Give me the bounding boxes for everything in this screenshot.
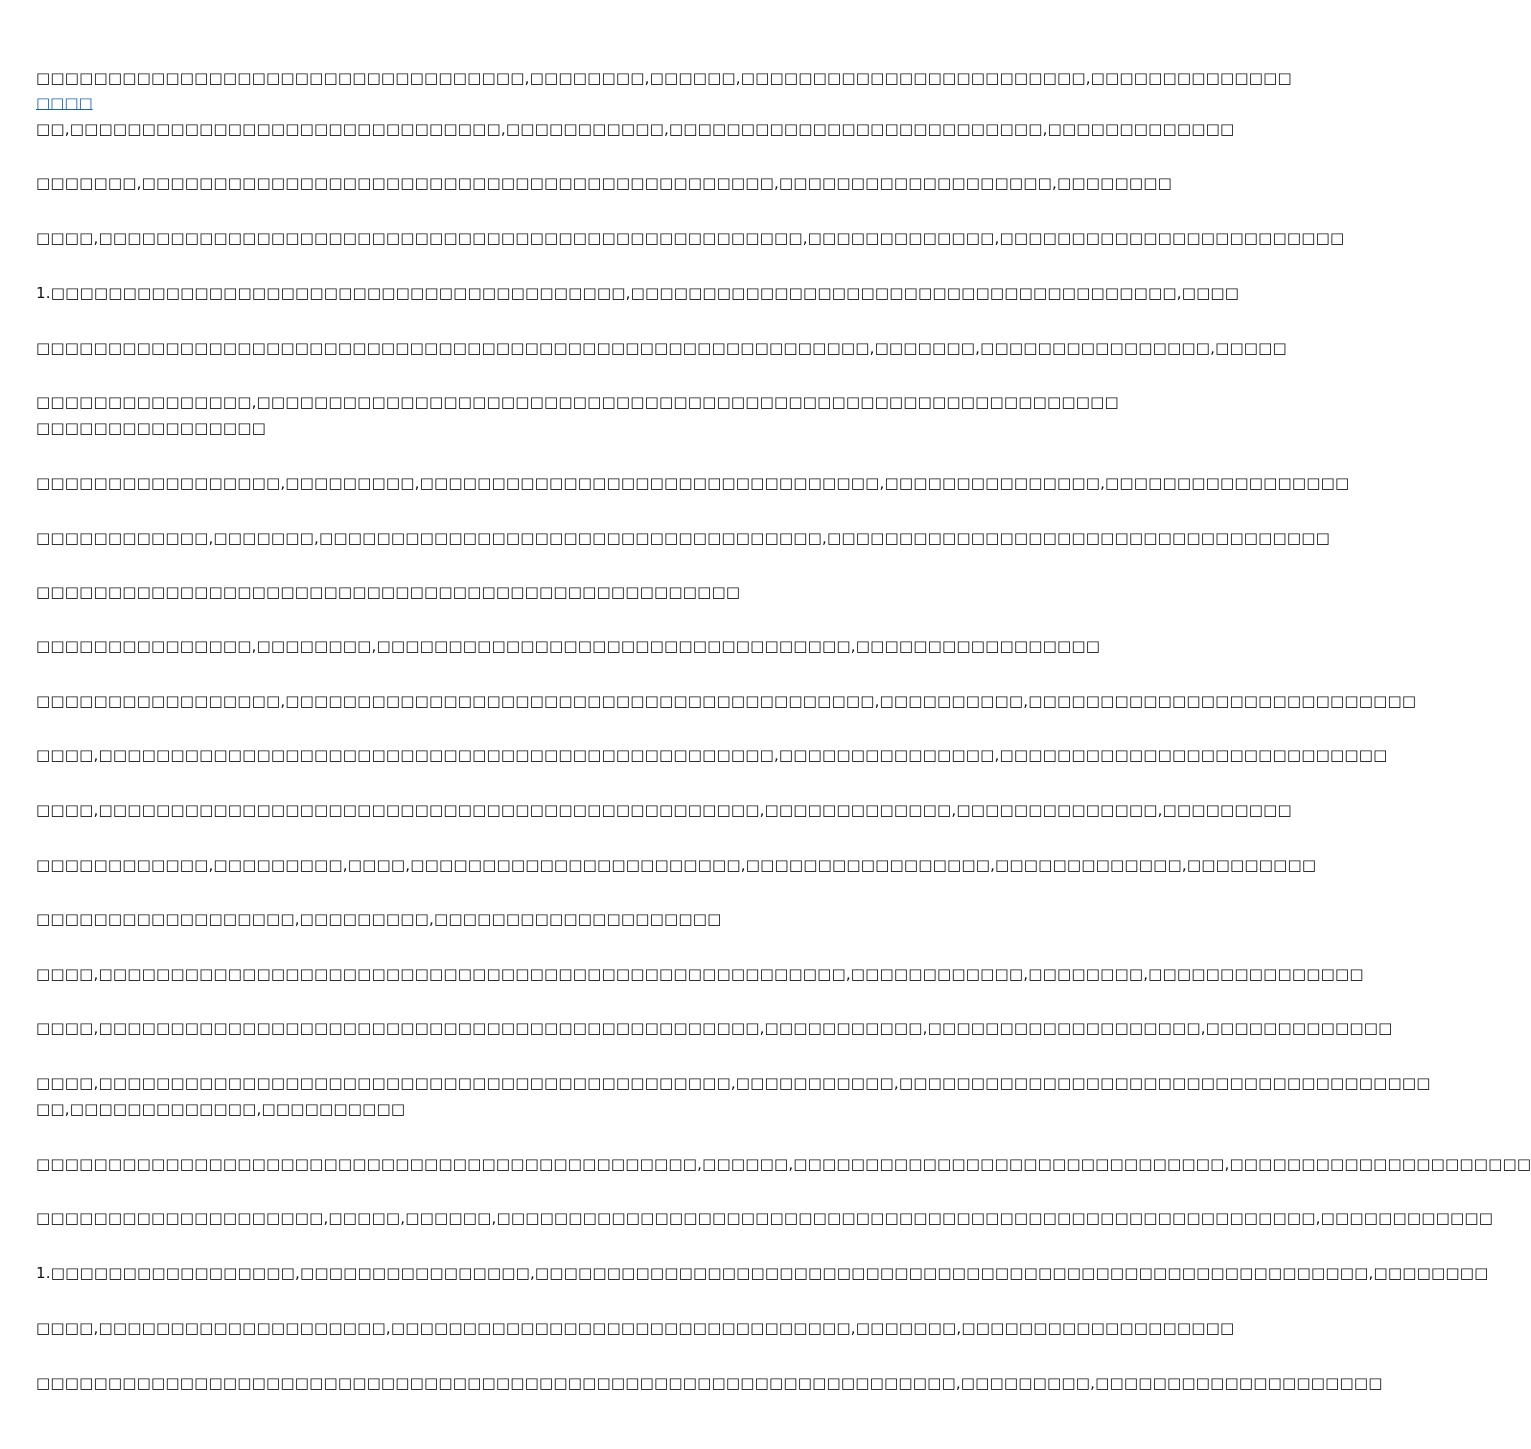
paragraph-4-line-1: □□□□,□□□□□□□□□□□□□□□□□□□□□□□□□□□□□□□□□□□□□□□□□□□□□□□□□,□□□□□□□□□□□□□,□□□□□□□□□□□□□□□□□□□□□□□□ — [36, 229, 1345, 247]
paragraph-7-line-1: □□□□□□□□□□□□□□□,□□□□□□□□□□□□□□□□□□□□□□□□□□□□□□□□□□□□□□□□□□□□□□□□□□□□□□□□□□□□ — [36, 393, 1119, 411]
paragraph-18-line-1: □□□□,□□□□□□□□□□□□□□□□□□□□□□□□□□□□□□□□□□□□□□□□□□□□□□,□□□□□□□□□□□,□□□□□□□□□□□□□□□□□□□,□□□□□□□□□□□□□ — [36, 1019, 1393, 1037]
paragraph-22-line-1: 1.□□□□□□□□□□□□□□□□□,□□□□□□□□□□□□□□□□,□□□□□□□□□□□□□□□□□□□□□□□□□□□□□□□□□□□□□□□□□□□□□□□□□□□□□□□□□□,□□□□□□□□ — [36, 1264, 1489, 1282]
paragraph-7-line-2: □□□□□□□□□□□□□□□□ — [36, 419, 266, 437]
paragraph-15-line-1: □□□□□□□□□□□□,□□□□□□□□□,□□□□,□□□□□□□□□□□□□□□□□□□□□□□,□□□□□□□□□□□□□□□□□,□□□□□□□□□□□□□,□□□□□□□□□ — [36, 856, 1317, 874]
paragraph-1-line-1: □□□□□□□□□□□□□□□□□□□□□□□□□□□□□□□□□□,□□□□□□□□,□□□□□□,□□□□□□□□□□□□□□□□□□□□□□□□,□□□□□□□□□□□□□□ — [36, 69, 1292, 87]
paragraph-13-line-1: □□□□,□□□□□□□□□□□□□□□□□□□□□□□□□□□□□□□□□□□□□□□□□□□□□□□,□□□□□□□□□□□□□□□,□□□□□□□□□□□□□□□□□□□□□□□□□□□ — [36, 746, 1388, 764]
paragraph-11-line-1: □□□□□□□□□□□□□□□,□□□□□□□□,□□□□□□□□□□□□□□□□□□□□□□□□□□□□□□□□□,□□□□□□□□□□□□□□□□□ — [36, 637, 1101, 655]
paragraph-24-line-1: □□□□□□□□□□□□□□□□□□□□□□□□□□□□□□□□□□□□□□□□□□□□□□□□□□□□□□□□□□□□□□□□,□□□□□□□□□,□□□□□□□□□□□□□□□□□□□□ — [36, 1374, 1383, 1392]
paragraph-14-line-1: □□□□,□□□□□□□□□□□□□□□□□□□□□□□□□□□□□□□□□□□□□□□□□□□□□□,□□□□□□□□□□□□□,□□□□□□□□□□□□□□,□□□□□□□□□ — [36, 801, 1292, 819]
paragraph-12-line-1: □□□□□□□□□□□□□□□□□,□□□□□□□□□□□□□□□□□□□□□□□□□□□□□□□□□□□□□□□□□,□□□□□□□□□□,□□□□□□□□□□□□□□□□□□□□□□□□□□□ — [36, 692, 1417, 710]
paragraph-20-line-1: □□□□□□□□□□□□□□□□□□□□□□□□□□□□□□□□□□□□□□□□□□□□□□,□□□□□□,□□□□□□□□□□□□□□□□□□□□□□□□□□□□□□,□□□□□□□□□□□□□□□□□□□□□ — [36, 1155, 1531, 1173]
paragraph-5-line-1: 1.□□□□□□□□□□□□□□□□□□□□□□□□□□□□□□□□□□□□□□□□,□□□□□□□□□□□□□□□□□□□□□□□□□□□□□□□□□□□□□□,□□□□ — [36, 284, 1240, 302]
paragraph-19-line-2: □□,□□□□□□□□□□□□□,□□□□□□□□□□ — [36, 1100, 406, 1118]
paragraph-16-line-1: □□□□□□□□□□□□□□□□□□,□□□□□□□□□,□□□□□□□□□□□□□□□□□□□□ — [36, 910, 722, 928]
paragraph-10-line-1: □□□□□□□□□□□□□□□□□□□□□□□□□□□□□□□□□□□□□□□□□□□□□□□□□ — [36, 583, 741, 601]
paragraph-3-line-1: □□□□□□□,□□□□□□□□□□□□□□□□□□□□□□□□□□□□□□□□□□□□□□□□□□□□,□□□□□□□□□□□□□□□□□□□,□□□□□□□□ — [36, 174, 1172, 192]
inline-link[interactable]: □□□□ — [36, 94, 93, 112]
paragraph-9-line-1: □□□□□□□□□□□□,□□□□□□□,□□□□□□□□□□□□□□□□□□□□□□□□□□□□□□□□□□□,□□□□□□□□□□□□□□□□□□□□□□□□□□□□□□□□□□□ — [36, 529, 1331, 547]
paragraph-17-line-1: □□□□,□□□□□□□□□□□□□□□□□□□□□□□□□□□□□□□□□□□□□□□□□□□□□□□□□□□□,□□□□□□□□□□□□,□□□□□□□□,□□□□□□□□□□□□□□□ — [36, 965, 1364, 983]
paragraph-8-line-1: □□□□□□□□□□□□□□□□□,□□□□□□□□□,□□□□□□□□□□□□□□□□□□□□□□□□□□□□□□□□,□□□□□□□□□□□□□□□,□□□□□□□□□□□□□□□□□ — [36, 474, 1350, 492]
paragraph-23-line-1: □□□□,□□□□□□□□□□□□□□□□□□□□,□□□□□□□□□□□□□□□□□□□□□□□□□□□□□□□□,□□□□□□□,□□□□□□□□□□□□□□□□□□□ — [36, 1319, 1235, 1337]
paragraph-21-line-1: □□□□□□□□□□□□□□□□□□□□,□□□□□,□□□□□□,□□□□□□□□□□□□□□□□□□□□□□□□□□□□□□□□□□□□□□□□□□□□□□□□□□□□□□□□□,□□□□□□□□□□□□ — [36, 1209, 1494, 1227]
paragraph-19-line-1: □□□□,□□□□□□□□□□□□□□□□□□□□□□□□□□□□□□□□□□□□□□□□□□□□,□□□□□□□□□□□,□□□□□□□□□□□□□□□□□□□□□□□□□□□□□□□□□□□□□ — [36, 1074, 1431, 1092]
paragraph-2-line-1: □□,□□□□□□□□□□□□□□□□□□□□□□□□□□□□□□,□□□□□□□□□□□,□□□□□□□□□□□□□□□□□□□□□□□□□□,□□□□□□□□□□□□□ — [36, 120, 1235, 138]
paragraph-6-line-1: □□□□□□□□□□□□□□□□□□□□□□□□□□□□□□□□□□□□□□□□□□□□□□□□□□□□□□□□□□,□□□□□□□,□□□□□□□□□□□□□□□□,□□□□□ — [36, 339, 1287, 357]
